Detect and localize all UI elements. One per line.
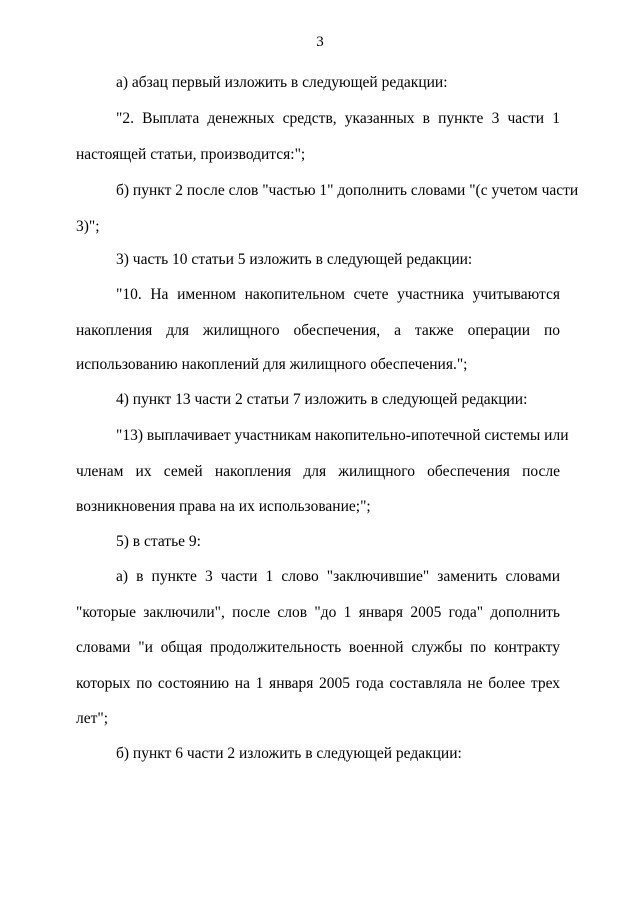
- text-line: "13) выплачивает участникам накопительно-ипотечной системы или: [116, 427, 569, 444]
- text-line: б) пункт 2 после слов "частью 1" дополнить словами "(с учетом части: [116, 182, 579, 199]
- text-line: словами "и общая продолжительность военной службы по контракту: [76, 639, 560, 656]
- text-line: членам их семей накопления для жилищного обеспечения после: [76, 463, 560, 480]
- text-line: "2. Выплата денежных средств, указанных в пункте 3 части 1: [116, 110, 560, 127]
- page-number: 3: [316, 34, 324, 50]
- text-line: 4) пункт 13 части 2 статьи 7 изложить в следующей редакции:: [116, 391, 528, 408]
- text-line: а) абзац первый изложить в следующей редакции:: [116, 74, 448, 91]
- text-line: возникновения права на их использование;";: [76, 498, 371, 515]
- text-line: б) пункт 6 части 2 изложить в следующей редакции:: [116, 745, 462, 762]
- text-line: лет";: [76, 710, 109, 727]
- text-line: 3)";: [76, 218, 100, 235]
- text-line: 5) в статье 9:: [116, 533, 201, 550]
- text-line: а) в пункте 3 части 1 слово "заключившие" заменить словами: [116, 568, 560, 585]
- text-line: 3) часть 10 статьи 5 изложить в следующей редакции:: [116, 251, 473, 268]
- text-line: настоящей статьи, производится:";: [76, 146, 306, 163]
- text-line: "которые заключили", после слов "до 1 января 2005 года" дополнить: [76, 604, 560, 621]
- text-line: которых по состоянию на 1 января 2005 года составляла не более трех: [76, 675, 560, 692]
- text-line: использованию накоплений для жилищного обеспечения.";: [76, 356, 468, 373]
- text-line: накопления для жилищного обеспечения, а также операции по: [76, 322, 560, 339]
- text-line: "10. На именном накопительном счете участника учитываются: [116, 286, 560, 303]
